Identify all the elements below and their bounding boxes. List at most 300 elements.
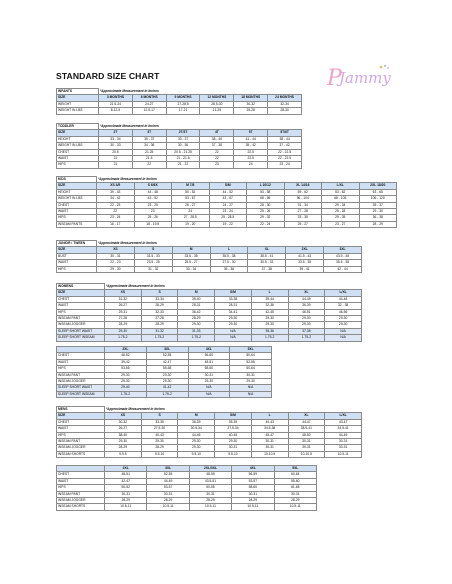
category-label: KIDS	[57, 177, 97, 183]
cell: 10.5-11	[232, 504, 274, 510]
row-label: WEIGHT	[57, 101, 99, 107]
cell: 1.75-2	[178, 335, 215, 341]
header-cell: M	[172, 247, 210, 253]
cell: 37-38	[288, 328, 325, 334]
header-cell: S	[141, 290, 178, 296]
cell: 28-29	[141, 322, 178, 328]
cell: 17-21	[166, 108, 200, 114]
row-label: CHEST	[57, 296, 105, 302]
measurement-note: *Approximate Measurement in Inches	[98, 240, 157, 245]
cell: 38.5 - 41	[248, 253, 286, 259]
table-row	[57, 504, 317, 510]
cell: 32-33	[141, 309, 178, 315]
cell: 1.75-2	[105, 335, 142, 341]
cell: 21	[99, 156, 133, 162]
cell: 33.5 - 35	[286, 260, 324, 266]
cell: 1.75-2	[288, 335, 325, 341]
cell: 29 - 35	[322, 215, 360, 221]
cell: 29-30	[178, 322, 215, 328]
cell: 37 - 38	[200, 143, 234, 149]
cell: 33 - 37	[166, 136, 200, 142]
cell: 25 - 26	[247, 209, 285, 215]
cell: 21	[99, 162, 133, 168]
cell: 31.5 - 33	[134, 253, 172, 259]
header-cell: XL	[288, 413, 325, 419]
logo-dot-1	[380, 66, 383, 69]
measurement-note: *Approximate Measurement in Inches	[106, 283, 165, 288]
row-label: INSEAM JOGGER	[57, 498, 105, 504]
cell: 36-39	[178, 419, 215, 425]
cell: 27 - 28	[284, 209, 322, 215]
cell: 36 - 38	[359, 215, 397, 221]
cell: 22	[200, 149, 234, 155]
cell: 30-31	[189, 491, 231, 497]
cell: 33 - 34	[99, 136, 133, 142]
cell: 8-12.5	[99, 108, 133, 114]
cell: 29-30	[251, 316, 288, 322]
header-cell: 5XL	[230, 347, 272, 353]
cell: 32-34	[268, 101, 302, 107]
cell: 36-39	[288, 303, 325, 309]
cell: 29 - 32	[247, 215, 285, 221]
header-cell: L/XL	[322, 183, 360, 189]
header-cell: 2T/3T	[166, 130, 200, 136]
cell: 30 - 36	[166, 143, 200, 149]
cell: 22 - 23	[97, 260, 135, 266]
cell: 38 - 40	[200, 136, 234, 142]
cell: 39 - 41	[286, 266, 324, 272]
row-label: WAIST	[57, 478, 105, 484]
cell: 31 - 32	[134, 266, 172, 272]
cell: 28-29	[178, 316, 215, 322]
cell: 30-31	[147, 491, 189, 497]
cell: 25 - 27	[284, 221, 322, 227]
cell: 29-30	[230, 379, 272, 385]
row-label: WAIST	[57, 260, 97, 266]
header-cell: S	[141, 413, 178, 419]
cell: N/A	[230, 385, 272, 391]
cell: 44 - 48	[134, 189, 172, 195]
cell: 38.5-41	[288, 426, 325, 432]
cell: 52-55	[147, 472, 189, 478]
cell: 30-31	[274, 491, 316, 497]
cell: 25 - 28.5	[209, 215, 247, 221]
cell: 42-45	[251, 309, 288, 315]
row-label: SLEEP SHORT INSEAM	[57, 335, 105, 341]
cell: 1.75-2	[105, 391, 147, 397]
header-cell: 2XL 18/20	[359, 183, 397, 189]
table-row	[57, 162, 302, 168]
cell: 10.5-11	[274, 504, 316, 510]
cell: 27.5-34	[215, 426, 252, 432]
cell: 68 - 105	[322, 196, 360, 202]
kids-table	[56, 176, 397, 228]
cell: 46-51	[288, 309, 325, 315]
row-label: INSEAM PANTS	[57, 221, 97, 227]
cell: 12.5-17	[132, 108, 166, 114]
header-cell: 3T	[132, 130, 166, 136]
cell: 34.5-41	[325, 426, 362, 432]
cell: 1.75-2	[146, 391, 188, 397]
cell: 48-55	[189, 472, 231, 478]
row-label: HIPS	[57, 485, 105, 491]
header-cell: 5T/6T	[268, 130, 302, 136]
cell: 24-27	[132, 101, 166, 107]
logo-dot-3	[387, 67, 389, 69]
cell: 43.5 - 45	[324, 253, 362, 259]
row-label: INSEAM SHORTS	[57, 504, 105, 510]
cell: 28-29	[147, 498, 189, 504]
cell: 25.5 - 27	[172, 260, 210, 266]
cell: 9-9.5	[105, 451, 142, 457]
cell: 45-47	[251, 432, 288, 438]
cell: 50-52	[105, 485, 147, 491]
cell: 30.5 - 33	[248, 260, 286, 266]
cell: 34 - 42	[97, 196, 135, 202]
cell: 30-31	[251, 445, 288, 451]
cell: 63 - 65	[359, 189, 397, 195]
row-label: WAIST	[57, 359, 105, 365]
header-cell: 3XL	[324, 247, 362, 253]
cell: 37 - 42	[268, 143, 302, 149]
header-cell: L	[251, 290, 288, 296]
cell: 25 - 28	[322, 209, 360, 215]
cell: 34 - 36	[132, 143, 166, 149]
header-cell: M 7/8	[172, 183, 210, 189]
cell: 30.5-34	[178, 426, 215, 432]
junior-tween-table	[56, 240, 362, 273]
header-cell: S	[134, 247, 172, 253]
cell: 28 - 30	[247, 202, 285, 208]
cell: 21.25	[132, 149, 166, 155]
header-cell: SIZE	[57, 130, 99, 136]
row-label: WEIGHT IN LBS	[57, 196, 97, 202]
cell: 29-30	[215, 322, 252, 328]
header-cell: 2XL/3XL	[189, 466, 231, 472]
cell: 22	[132, 162, 166, 168]
header-cell: S/M	[209, 183, 247, 189]
table-row	[57, 451, 362, 457]
cell: 26-27	[105, 426, 142, 432]
cell: 10.5-11	[147, 504, 189, 510]
cell: 42-47	[146, 359, 188, 365]
cell: 28-29	[141, 445, 178, 451]
toddler-table	[56, 123, 302, 169]
header-cell: 12 MONTHS	[200, 95, 234, 101]
cell: 53 - 58	[247, 189, 285, 195]
row-label: HIPS	[57, 309, 105, 315]
cell: 30-31	[288, 445, 325, 451]
cell: 29-30	[325, 322, 362, 328]
cell: 28-31	[215, 303, 252, 309]
cell: 29 - 34	[322, 202, 360, 208]
logo-dot-2	[384, 65, 386, 67]
page-title: STANDARD SIZE CHART	[56, 71, 160, 81]
cell: 28 - 29	[359, 221, 397, 227]
cell: 25-28	[234, 108, 268, 114]
row-label: CHEST	[57, 202, 97, 208]
row-label: CHEST	[57, 472, 105, 478]
cell: 44 - 52	[209, 189, 247, 195]
cell: 50-55	[189, 485, 231, 491]
cell: 1.75-2	[141, 335, 178, 341]
table-row	[57, 221, 397, 227]
cell: 96 - 104	[284, 196, 322, 202]
cell: 56-59	[232, 472, 274, 478]
cell: 29-30	[146, 372, 188, 378]
cell: 44-47	[288, 419, 325, 425]
cell: 43.5-51	[189, 478, 231, 484]
cell: 35 - 36	[210, 266, 248, 272]
cell: 29-30	[178, 439, 215, 445]
row-label: WAIST	[57, 156, 99, 162]
cell: 35 - 37	[132, 136, 166, 142]
cell: N/A	[215, 335, 252, 341]
header-cell: 3XL	[147, 466, 189, 472]
cell: N/A	[215, 328, 252, 334]
cell: 35-39	[215, 419, 252, 425]
cell: 33.5 - 35	[172, 253, 210, 259]
cell: 35.5 - 38	[324, 260, 362, 266]
cell: 43 - 52	[134, 196, 172, 202]
header-cell: SIZE	[57, 413, 105, 419]
table-row	[57, 335, 362, 341]
cell: 22	[200, 156, 234, 162]
row-label: WEIGHT IN LBS	[57, 143, 99, 149]
measurement-note: *Approximate Measurement in Inches	[100, 88, 159, 93]
cell: 27 - 28.5	[172, 215, 210, 221]
cell: 53-57	[232, 478, 274, 484]
header-cell: M	[178, 290, 215, 296]
cell: 24 - 27	[209, 202, 247, 208]
cell: 40-43	[141, 432, 178, 438]
cell: 21-25	[200, 108, 234, 114]
cell: 28-31	[178, 303, 215, 309]
cell: 31 - 34	[284, 202, 322, 208]
cell: 27-28.5	[166, 101, 200, 107]
row-label: INSEAM PANT	[57, 316, 105, 322]
cell: N/A	[325, 328, 362, 334]
cell: 29-30	[188, 379, 230, 385]
cell: 29 - 30	[97, 266, 135, 272]
cell: 25 - 26	[134, 215, 172, 221]
cell: 29-40	[105, 385, 147, 391]
cell: 21 - 22	[166, 162, 200, 168]
cell: 29-30	[215, 316, 252, 322]
row-label: CHEST	[57, 149, 99, 155]
header-cell: L/XL	[325, 290, 362, 296]
cell: N/A	[188, 385, 230, 391]
cell: 50 - 52	[172, 189, 210, 195]
cell: 48-51	[105, 472, 147, 478]
row-label: HIPS	[57, 432, 105, 438]
header-cell: 9 MONTHS	[166, 95, 200, 101]
cell: 38 - 44	[268, 136, 302, 142]
cell: 23 - 27	[322, 221, 360, 227]
cell: 52-55	[146, 353, 188, 359]
cell: 60-64	[230, 366, 272, 372]
cell: 29-30	[105, 439, 142, 445]
cell: 33 - 35	[284, 215, 322, 221]
header-cell: L	[251, 413, 288, 419]
row-label: INSEAM SHORTS	[57, 451, 105, 457]
cell: 40-45	[215, 432, 252, 438]
cell: 55-60	[274, 478, 316, 484]
cell: 19 - 20	[172, 221, 210, 227]
header-cell: L/XL	[325, 413, 362, 419]
cell: 20.5 - 21.25	[166, 149, 200, 155]
cell: 30 - 31	[97, 253, 135, 259]
header-cell: 4XL	[232, 466, 274, 472]
cell: 28.5-30	[200, 101, 234, 107]
cell: 44-46	[178, 432, 215, 438]
header-cell: 18 MONTHS	[234, 95, 268, 101]
header-cell: XS	[105, 290, 142, 296]
cell: 29-30	[105, 328, 142, 334]
cell: 26-27	[105, 303, 142, 309]
cell: 22.5	[234, 149, 268, 155]
cell: 29-30	[178, 445, 215, 451]
header-cell: XL	[248, 247, 286, 253]
cell: 39 - 43	[97, 189, 135, 195]
logo-text: Jammy	[339, 69, 391, 87]
cell: 22 - 22.5	[268, 149, 302, 155]
cell: N/A	[230, 391, 272, 397]
cell: 22 - 22.5	[268, 156, 302, 162]
cell: 30-32	[105, 419, 142, 425]
row-label: WAIST	[57, 303, 105, 309]
cell: 60-64	[274, 472, 316, 478]
cell: 27.5-30	[141, 426, 178, 432]
cell: 35 - 37	[359, 202, 397, 208]
cell: 29-30	[325, 316, 362, 322]
mens-plus-table	[56, 465, 317, 511]
cell: 30-31	[325, 439, 362, 445]
cell: 53 - 67	[172, 196, 210, 202]
cell: 21.5	[132, 156, 166, 162]
header-cell: XL 14/16	[284, 183, 322, 189]
measurement-note: *Approximate Measurement in Inches	[98, 176, 157, 181]
cell: 21 - 21.5	[166, 156, 200, 162]
cell: 56-60	[188, 353, 230, 359]
header-cell: L	[210, 247, 248, 253]
womens-table	[56, 283, 362, 342]
cell: 41.5 - 43	[286, 253, 324, 259]
cell: 27-28	[105, 316, 142, 322]
cell: 31-33	[178, 328, 215, 334]
cell: 28-29	[141, 303, 178, 309]
cell: 44-48	[325, 296, 362, 302]
cell: 28-29	[274, 498, 316, 504]
cell: 1.75-2	[251, 335, 288, 341]
cell: 53-57	[147, 485, 189, 491]
cell: 36-42	[178, 309, 215, 315]
row-label: SLEEP SHORT WAIST	[57, 385, 105, 391]
cell: 23	[134, 209, 172, 215]
cell: 34.5-38	[251, 426, 288, 432]
cell: 32-36	[251, 303, 288, 309]
cell: 24	[234, 162, 268, 168]
row-label: SLEEP SHORT INSEAM	[57, 391, 105, 397]
cell: 31-32	[141, 328, 178, 334]
cell: N/A	[325, 335, 362, 341]
header-cell: 6 MONTHS	[132, 95, 166, 101]
cell: 30 - 33	[99, 143, 133, 149]
cell: 53 - 62	[322, 189, 360, 195]
cell: 23 - 24	[209, 209, 247, 215]
jammy-logo	[325, 63, 397, 89]
cell: 60-64	[230, 353, 272, 359]
cell: 28-30	[268, 108, 302, 114]
cell: 28-29	[105, 498, 147, 504]
header-cell: S/M	[215, 290, 252, 296]
cell: 40-43	[251, 419, 288, 425]
table-row	[57, 266, 362, 272]
cell: 22.5	[234, 156, 268, 162]
header-cell: SIZE	[57, 290, 105, 296]
row-label: HEIGHT	[57, 189, 97, 195]
measurement-note: *Approximate Measurement in Inches	[106, 406, 165, 411]
row-label: HIPS	[57, 162, 99, 168]
cell: 59 - 62	[284, 189, 322, 195]
row-label: HIPS	[57, 266, 97, 272]
header-cell: L 10/12	[247, 183, 285, 189]
row-label: HIPS	[57, 215, 97, 221]
row-label: CHEST	[57, 353, 105, 359]
cell: 23 - 25	[134, 202, 172, 208]
row-label: INSEAM PANT	[57, 491, 105, 497]
row-label: SLEEP SHORT WAIST	[57, 328, 105, 334]
header-cell: XS 4/5	[97, 183, 135, 189]
cell: 29-30	[146, 379, 188, 385]
cell: 39 - 42	[234, 143, 268, 149]
cell: 38-40	[105, 432, 142, 438]
cell: 30-31	[188, 372, 230, 378]
cell: 16 - 17	[97, 221, 135, 227]
cell: 29-30	[105, 372, 147, 378]
row-label: INSEAM JOGGER	[57, 445, 105, 451]
header-cell: M	[178, 413, 215, 419]
header-cell: SIZE	[57, 95, 99, 101]
cell: 10-10.5	[251, 451, 288, 457]
header-cell: XS	[97, 247, 135, 253]
cell: 39-44	[251, 296, 288, 302]
cell: 28-29	[189, 498, 231, 504]
cell: 26 - 27	[172, 202, 210, 208]
row-label: HEIGHT	[57, 136, 99, 142]
cell: 27-28	[141, 316, 178, 322]
cell: 23.5 - 25	[134, 260, 172, 266]
header-cell: XL	[288, 290, 325, 296]
cell: 33-35	[141, 419, 178, 425]
cell: 55-58	[146, 366, 188, 372]
cell: 10.5-11	[105, 504, 147, 510]
cell: 37 - 38	[248, 266, 286, 272]
cell: 48-52	[105, 353, 147, 359]
row-label: INSEAM PANT	[57, 372, 105, 378]
cell: 33-38	[215, 296, 252, 302]
header-cell: SIZE	[57, 247, 97, 253]
header-cell: 2T	[99, 130, 133, 136]
cell: 35-36	[251, 328, 288, 334]
womens-plus-table	[56, 346, 272, 398]
logo-initial: P	[327, 66, 342, 89]
cell: 28-29	[105, 322, 142, 328]
cell: 30-31	[230, 372, 272, 378]
cell: 30-31	[105, 491, 147, 497]
cell: N/A	[188, 391, 230, 397]
cell: 30-31	[232, 491, 274, 497]
